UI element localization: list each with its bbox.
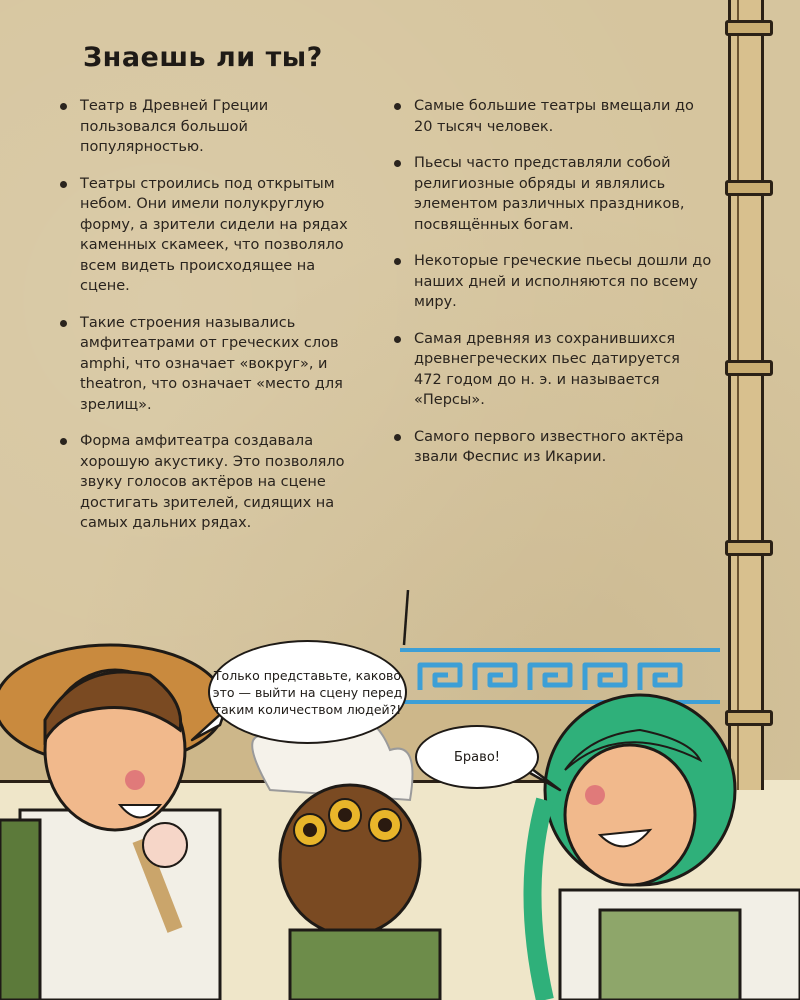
speech-bubble-right [415, 725, 539, 789]
bullet-icon [394, 336, 401, 343]
facts-right-column [392, 96, 712, 484]
fact-item: Такие строения назывались амфитеатрами от греческих слов amphi, что означает «вокруг», и theatron, что означает «место для зрелищ». [58, 313, 368, 416]
fact-item: Театр в Древней Греции пользовался большой популярностью. [58, 96, 368, 158]
bullet-icon [60, 438, 67, 445]
girl-with-green-hair-icon [533, 695, 800, 1000]
boy-with-hat-icon [0, 645, 225, 1000]
kid-with-sunflowers-icon [252, 712, 440, 1000]
bullet-icon [394, 434, 401, 441]
bullet-icon [60, 103, 67, 110]
speech-line-top [396, 590, 416, 650]
fact-item: Самые большие театры вмещали до 20 тысяч человек. [392, 96, 712, 137]
fact-item: Самого первого известного актёра звали Феспис из Икарии. [392, 427, 712, 468]
bullet-icon [60, 320, 67, 327]
bullet-icon [394, 160, 401, 167]
fact-item: Самая древняя из сохранившихся древнегреческих пьес датируется 472 годом до н. э. и называется «Персы». [392, 329, 712, 411]
page-title: Знаешь ли ты? [83, 42, 323, 73]
speech-bubble-left-text: Только представьте, каково это — выйти на сцену перед таким количеством людей?! [212, 667, 403, 717]
facts-left-column [58, 96, 368, 550]
fact-item: Пьесы часто представляли собой религиозные обряды и являлись элементом различных праздников, посвящённых богам. [392, 153, 712, 235]
fact-item: Театры строились под открытым небом. Они имели полукруглую форму, а зрители сидели на рядах каменных скамеек, что позволяло всем видеть происходящее на сцене. [58, 174, 368, 297]
bullet-icon [60, 181, 67, 188]
fact-item: Некоторые греческие пьесы дошли до наших дней и исполняются по всему миру. [392, 251, 712, 313]
speech-bubble-left [208, 640, 407, 744]
fact-item: Форма амфитеатра создавала хорошую акустику. Это позволяло звуку голосов актёров на сцене достигать зрителей, сидящих на самых дальних рядах. [58, 431, 368, 534]
bullet-icon [394, 103, 401, 110]
speech-bubble-right-text: Браво! [454, 749, 500, 765]
bullet-icon [394, 258, 401, 265]
